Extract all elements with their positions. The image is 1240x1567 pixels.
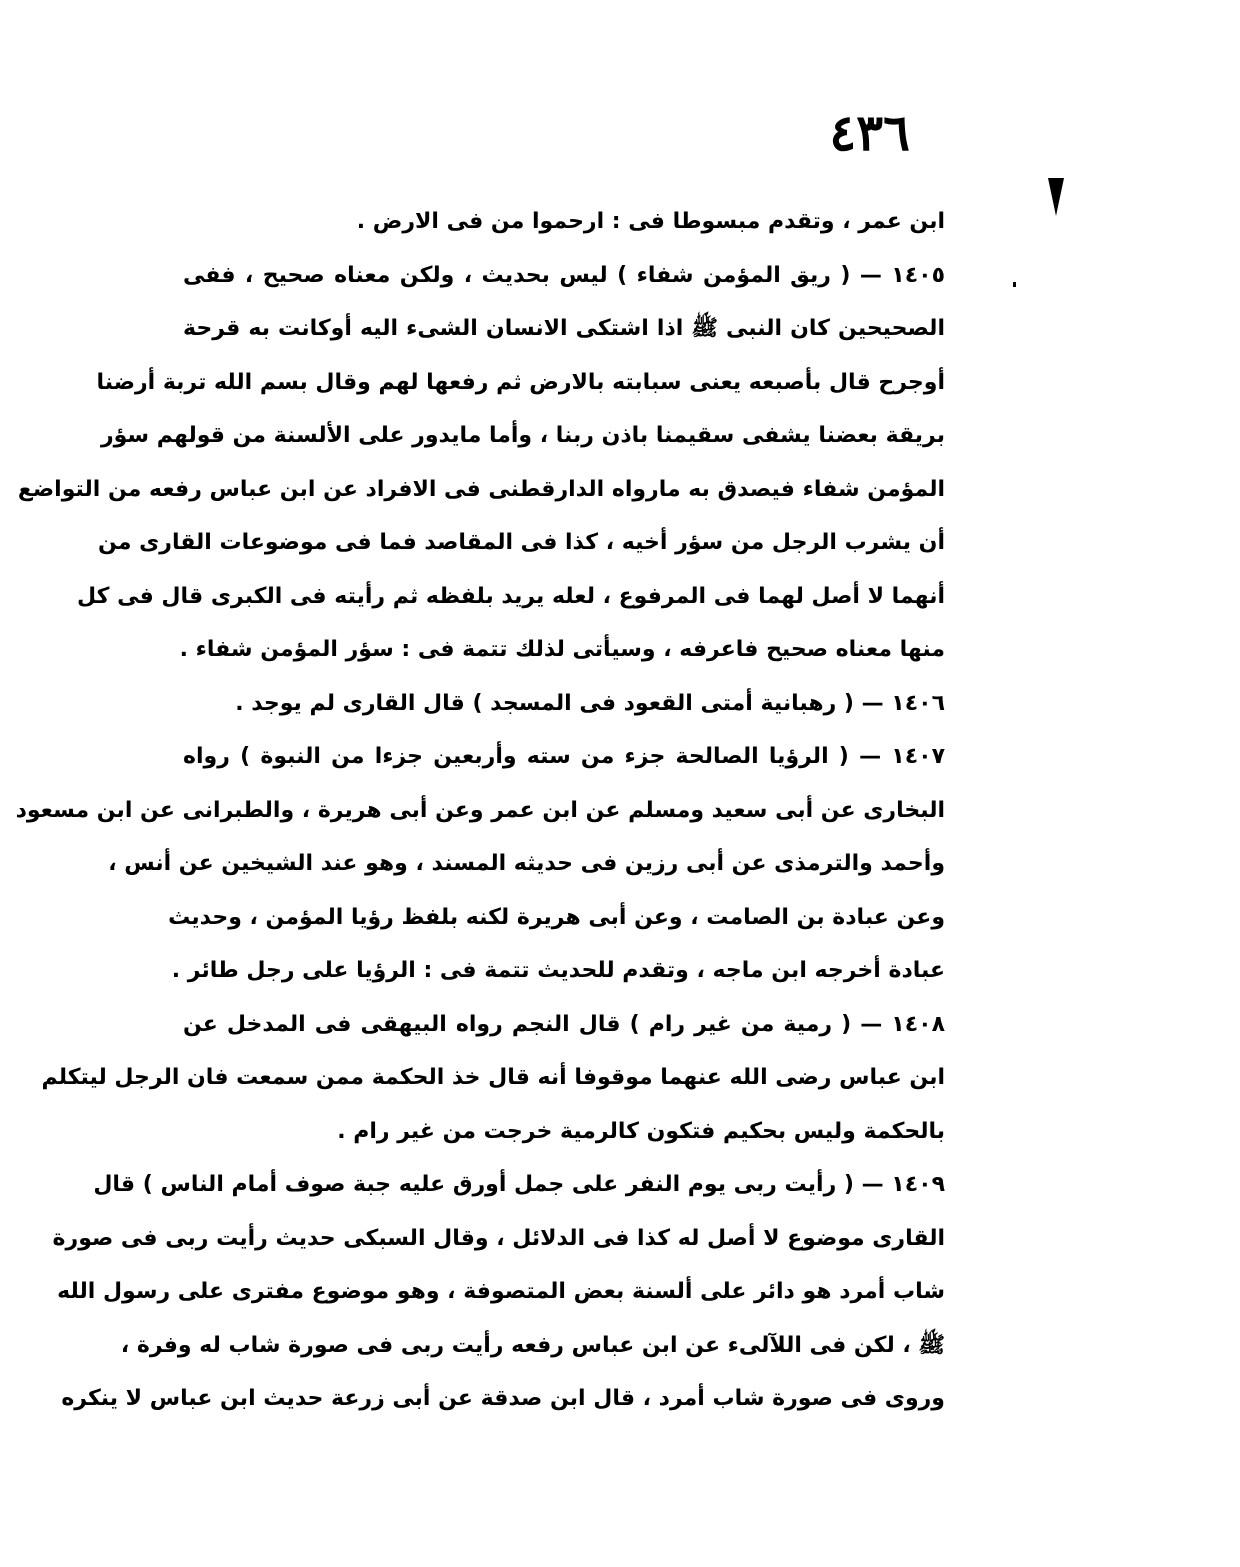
margin-mark	[1013, 282, 1016, 287]
text-line: ﷺ ، لكن فى اللآلىء عن ابن عباس رفعه رأيت ربى فى صورة شاب له وفرة ،	[120, 1332, 945, 1358]
text-line: شاب أمرد هو دائر على ألسنة بعض المتصوفة ، وهو موضوع مفترى على رسول الله	[57, 1279, 945, 1304]
text-line: بريقة بعضنا يشفى سقيمنا باذن ربنا ، وأما مايدور على الألسنة من قولهم سؤر	[100, 423, 945, 448]
body-text	[15, 195, 945, 1426]
text-line: بالحكمة وليس بحكيم فتكون كالرمية خرجت من غير رام .	[337, 1118, 945, 1144]
text-line: وروى فى صورة شاب أمرد ، قال ابن صدقة عن أبى زرعة حديث ابن عباس لا ينكره	[61, 1386, 945, 1411]
page-number: ٤٣٦	[829, 103, 910, 162]
text-line: المؤمن شفاء فيصدق به مارواه الدارقطنى فى الافراد عن ابن عباس رفعه من التواضع	[17, 476, 945, 502]
text-line: عبادة أخرجه ابن ماجه ، وتقدم للحديث تتمة فى : الرؤيا على رجل طائر .	[171, 958, 945, 983]
text-line: أوجرح قال بأصبعه يعنى سبابته بالارض ثم رفعها لهم وقال بسم الله تربة أرضنا	[96, 369, 945, 395]
text-line: أن يشرب الرجل من سؤر أخيه ، كذا فى المقاصد فما فى موضوعات القارى من	[98, 530, 945, 555]
text-line: ١٤٠٦ — ( رهبانية أمتى القعود فى المسجد ) قال القارى لم يوجد .	[235, 690, 945, 716]
text-line: ١٤٠٥ — ( ريق المؤمن شفاء ) ليس بحديث ، ولكن معناه صحيح ، ففى	[183, 262, 945, 288]
text-line: وعن عبادة بن الصامت ، وعن أبى هريرة لكنه بلفظ رؤيا المؤمن ، وحديث	[168, 904, 945, 930]
text-line: ١٤٠٩ — ( رأيت ربى يوم النفر على جمل أورق عليه جبة صوف أمام الناس ) قال	[93, 1172, 945, 1197]
text-line: القارى موضوع لا أصل له كذا فى الدلائل ، وقال السبكى حديث رأيت ربى فى صورة	[52, 1225, 945, 1251]
text-line: وأحمد والترمذى عن أبى رزين فى حديثه المسند ، وهو عند الشيخين عن أنس ،	[108, 851, 945, 876]
text-line: ابن عباس رضى الله عنهما موقوفا أنه قال خذ الحكمة ممن سمعت فان الرجل ليتكلم	[41, 1065, 945, 1090]
text-line: ١٤٠٨ — ( رمية من غير رام ) قال النجم رواه البيهقى فى المدخل عن	[183, 1011, 945, 1037]
text-line: ابن عمر ، وتقدم مبسوطا فى : ارحموا من فى الارض .	[356, 209, 945, 234]
text-line: أنهما لا أصل لهما فى المرفوع ، لعله يريد بلفظه ثم رأيته فى الكبرى قال فى كل	[77, 583, 945, 609]
text-line: ١٤٠٧ — ( الرؤيا الصالحة جزء من سته وأربعين جزءا من النبوة ) رواه	[183, 744, 945, 769]
text-line: الصحيحين كان النبى ﷺ اذا اشتكى الانسان الشىء اليه أوكانت به قرحة	[183, 316, 945, 341]
corner-mark	[1048, 178, 1064, 216]
text-line: منها معناه صحيح فاعرفه ، وسيأتى لذلك تتمة فى : سؤر المؤمن شفاء .	[179, 637, 945, 662]
text-line: البخارى عن أبى سعيد ومسلم عن ابن عمر وعن أبى هريرة ، والطبرانى عن ابن مسعود	[15, 797, 945, 823]
